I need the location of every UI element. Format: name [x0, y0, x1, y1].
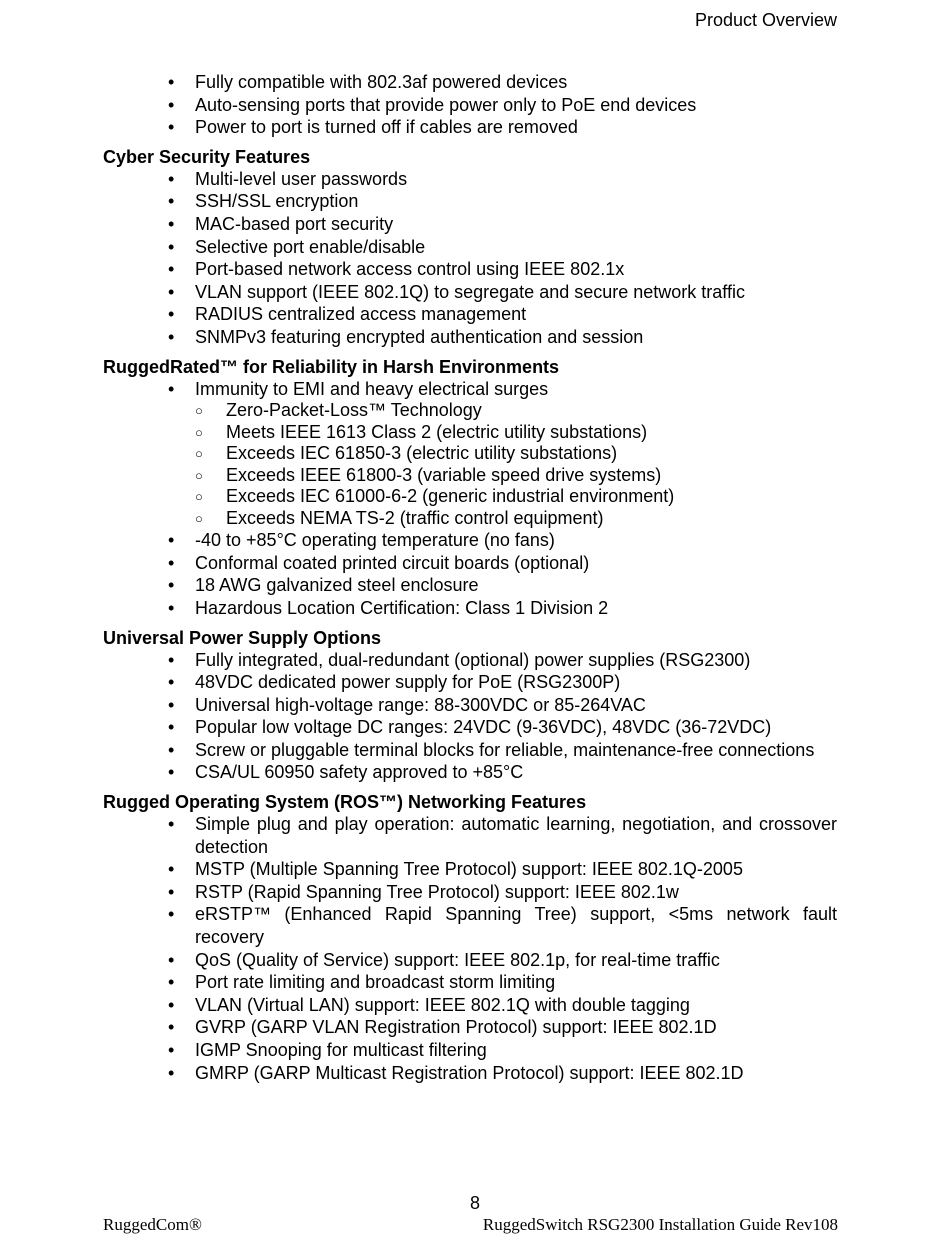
list-item: • GVRP (GARP VLAN Registration Protocol) support: IEEE 802.1D	[168, 1017, 717, 1038]
list-item: • Universal high-voltage range: 88-300VDC or 85-264VAC	[168, 694, 646, 715]
bullet-icon: •	[168, 994, 175, 1015]
bullet-icon: •	[168, 904, 175, 925]
bullet-icon: •	[168, 597, 175, 618]
bullet-icon: •	[168, 739, 175, 760]
list-item: • SSH/SSL encryption	[168, 191, 359, 212]
list-item: • Auto-sensing ports that provide power only to PoE end devices	[168, 94, 697, 115]
list-item: • QoS (Quality of Service) support: IEEE 802.1p, for real-time traffic	[168, 949, 720, 970]
list-item: • Power to port is turned off if cables are removed	[168, 117, 578, 138]
sub-list-item: ○ Exceeds IEC 61850-3 (electric utility substations)	[195, 443, 618, 464]
page-number: 8	[469, 1193, 480, 1213]
sub-list-item: ○ Exceeds NEMA TS-2 (traffic control equipment)	[195, 507, 604, 528]
bullet-icon: •	[168, 1040, 175, 1060]
sub-list	[195, 400, 837, 529]
bullet-icon: •	[168, 762, 175, 783]
list-item: • Port rate limiting and broadcast storm limiting	[168, 972, 556, 993]
bullet-icon: •	[168, 1017, 175, 1038]
bullet-icon: •	[168, 117, 175, 138]
cyber-security-list	[103, 168, 837, 349]
bullet-icon: •	[168, 859, 175, 880]
circle-bullet-icon: ○	[195, 489, 203, 505]
circle-bullet-icon: ○	[195, 510, 203, 526]
power-supply-list	[103, 649, 837, 785]
rugged-rated-list	[103, 378, 837, 620]
list-item: • SNMPv3 featuring encrypted authentication and session	[168, 326, 644, 347]
bullet-icon: •	[168, 1062, 175, 1083]
list-item: • MAC-based port security	[168, 213, 394, 234]
circle-bullet-icon: ○	[195, 467, 203, 483]
circle-bullet-icon: ○	[195, 446, 203, 462]
section-heading: Rugged Operating System (ROS™) Networking Features	[103, 792, 587, 813]
list-item: • Screw or pluggable terminal blocks for reliable, maintenance-free connections	[168, 739, 815, 760]
section-heading: RuggedRated™ for Reliability in Harsh Environments	[103, 356, 560, 377]
sub-list-item: ○ Meets IEEE 1613 Class 2 (electric utility substations)	[195, 421, 648, 442]
list-item: • -40 to +85°C operating temperature (no fans)	[168, 530, 555, 551]
intro-list	[103, 71, 837, 139]
bullet-icon: •	[168, 259, 175, 280]
list-item: • 18 AWG galvanized steel enclosure	[168, 575, 479, 596]
circle-bullet-icon: ○	[195, 424, 203, 440]
list-item: • Popular low voltage DC ranges: 24VDC (9-36VDC), 48VDC (36-72VDC)	[168, 717, 772, 738]
list-item: • 48VDC dedicated power supply for PoE (RSG2300P)	[168, 672, 621, 693]
bullet-icon: •	[168, 94, 175, 115]
list-item: • Conformal coated printed circuit boards (optional)	[168, 552, 590, 573]
bullet-icon: •	[168, 717, 175, 738]
list-item: • Fully integrated, dual-redundant (optional) power supplies (RSG2300)	[168, 649, 751, 670]
list-item: • GMRP (GARP Multicast Registration Protocol) support: IEEE 802.1D	[168, 1062, 744, 1083]
section-heading: Universal Power Supply Options	[103, 627, 382, 648]
bullet-icon: •	[168, 694, 175, 715]
bullet-icon: •	[168, 530, 175, 551]
bullet-icon: •	[168, 326, 175, 347]
bullet-icon: •	[168, 168, 175, 189]
page-header: Product Overview	[694, 10, 837, 30]
list-item: • RSTP (Rapid Spanning Tree Protocol) support: IEEE 802.1w	[168, 881, 679, 902]
bullet-icon: •	[168, 575, 175, 596]
ros-features-list	[103, 813, 837, 1084]
list-item: • VLAN (Virtual LAN) support: IEEE 802.1Q with double tagging	[168, 994, 690, 1015]
list-item: • RADIUS centralized access management	[168, 304, 527, 325]
list-item: • Immunity to EMI and heavy electrical surges ○ Zero-Packet-Loss™ Technology ○ Meets IEEE 1613 Class 2 (electric utility substations) ○ Exceeds IEC 61850-3 (electric utility substations) ○ Exceeds IEEE 61800-3 (variable speed drive systems) ○ Exceeds IEC 61000-6-2 (generic industrial environment) ○ Exceeds NEMA TS-2 (traffic control equipment)	[103, 378, 837, 530]
list-item: • VLAN support (IEEE 802.1Q) to segregate and secure network traffic	[168, 281, 745, 302]
list-item: • eRSTP™ (Enhanced Rapid Spanning Tree) support, <5ms network fault recovery	[168, 904, 837, 948]
list-item: • Selective port enable/disable	[168, 236, 426, 257]
bullet-icon: •	[168, 972, 175, 993]
footer-company: RuggedCom®	[103, 1215, 202, 1234]
bullet-icon: •	[168, 552, 175, 573]
bullet-icon: •	[168, 672, 175, 693]
circle-bullet-icon: ○	[195, 403, 203, 419]
bullet-icon: •	[168, 72, 175, 92]
bullet-icon: •	[168, 881, 175, 902]
bullet-icon: •	[168, 814, 175, 835]
bullet-icon: •	[168, 236, 175, 257]
list-item: • Fully compatible with 802.3af powered devices	[168, 72, 568, 92]
bullet-icon: •	[168, 949, 175, 970]
bullet-icon: •	[168, 378, 175, 399]
list-item: • Port-based network access control using IEEE 802.1x	[168, 259, 625, 280]
list-item: • Multi-level user passwords	[168, 168, 408, 189]
bullet-icon: •	[168, 191, 175, 212]
list-item: • Hazardous Location Certification: Class 1 Division 2	[168, 597, 609, 618]
list-item: • Simple plug and play operation: automatic learning, negotiation, and crossover detection	[168, 814, 837, 857]
section-heading: Cyber Security Features	[103, 146, 311, 167]
bullet-icon: •	[168, 213, 175, 234]
footer-document-title: RuggedSwitch RSG2300 Installation Guide Rev108	[482, 1215, 838, 1234]
list-item: • CSA/UL 60950 safety approved to +85°C	[168, 762, 524, 783]
list-item: • MSTP (Multiple Spanning Tree Protocol) support: IEEE 802.1Q-2005	[168, 859, 743, 880]
bullet-icon: •	[168, 649, 175, 670]
sub-list-item: ○ Exceeds IEC 61000-6-2 (generic industrial environment)	[195, 486, 675, 507]
list-item: • IGMP Snooping for multicast filtering	[168, 1040, 487, 1060]
bullet-icon: •	[168, 281, 175, 302]
document-body	[103, 71, 837, 1084]
bullet-icon: •	[168, 304, 175, 325]
sub-list-item: ○ Zero-Packet-Loss™ Technology	[195, 400, 482, 421]
sub-list-item: ○ Exceeds IEEE 61800-3 (variable speed drive systems)	[195, 464, 662, 485]
